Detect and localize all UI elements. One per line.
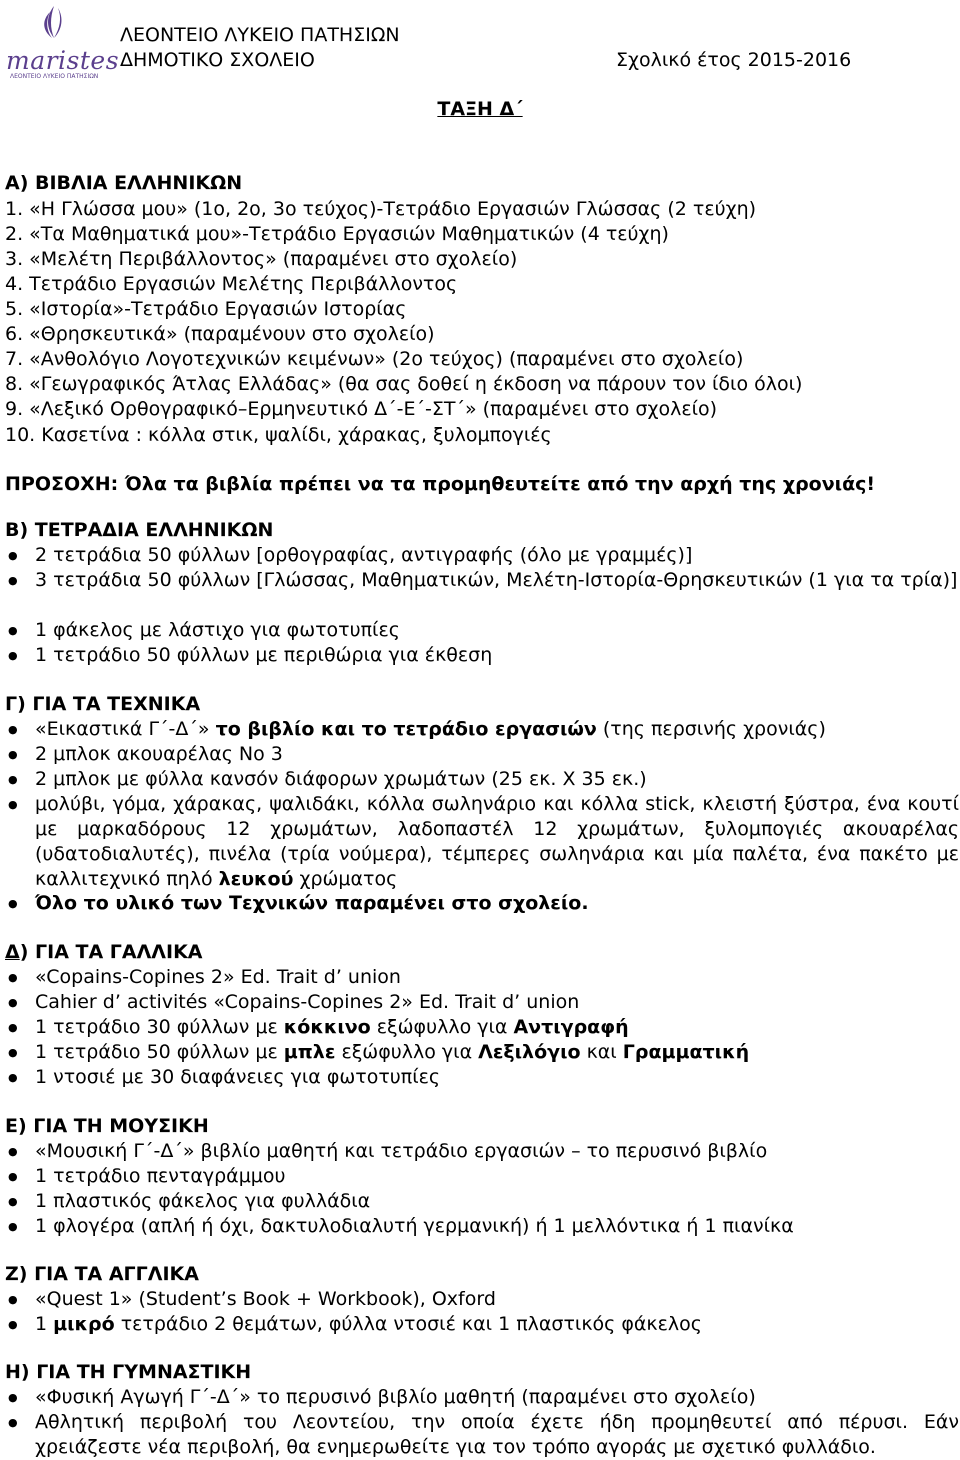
- list-item: 1 τετράδιο 50 φύλλων με μπλε εξώφυλλο για Λεξιλόγιο και Γραμματική: [35, 1041, 750, 1063]
- bullet-icon: ●: [8, 1170, 18, 1183]
- list-item: «Μουσική Γ΄-Δ΄» βιβλίο μαθητή και τετράδιο εργασιών – το περυσινό βιβλίο: [35, 1140, 768, 1162]
- bullet-icon: ●: [8, 574, 18, 587]
- section-e-heading: Ε) ΓΙΑ ΤΗ ΜΟΥΣΙΚΗ: [5, 1115, 209, 1137]
- list-item: μολύβι, γόμα, χάρακας, ψαλιδάκι, κόλλα σωληνάριο και κόλλα stick, κλειστή ξύστρα, ένα κουτί με μαρκαδόρους 12 χρωμάτων, λαδοπαστέλ 12 χρωμάτων, ξυλομπογιές ακουαρέλας (υδατοδιαλυτές), πινέλα (τρία νούμερα), τέμπερες σωληνάρια και μία παλέτα, ένα πακέτο με καλλιτεχνικό πηλό λευκού χρώματος: [35, 793, 959, 890]
- bullet-icon: ●: [8, 1021, 18, 1034]
- bullet-icon: ●: [8, 1071, 18, 1084]
- list-item: 1 τετράδιο 30 φύλλων με κόκκινο εξώφυλλο για Αντιγραφή: [35, 1016, 629, 1038]
- list-item: 1 ντοσιέ με 30 διαφάνειες για φωτοτυπίες: [35, 1066, 441, 1088]
- bullet-icon: ●: [8, 649, 18, 662]
- list-item: 2. «Τα Μαθηματικά μου»-Τετράδιο Εργασιών Μαθηματικών (4 τεύχη): [5, 223, 669, 245]
- list-item: 2 τετράδια 50 φύλλων [ορθογραφίας, αντιγραφής (όλο με γραμμές)]: [35, 544, 693, 566]
- list-item: 1 μικρό τετράδιο 2 θεμάτων, φύλλα ντοσιέ και 1 πλαστικός φάκελος: [35, 1313, 702, 1335]
- list-item: Cahier d’ activités «Copains-Copines 2» Ed. Trait d’ union: [35, 991, 580, 1013]
- bullet-icon: ●: [8, 1391, 18, 1404]
- logo-wordmark: maristes: [6, 46, 120, 75]
- list-item: Αθλητική περιβολή του Λεοντείου, την οποία έχετε ήδη προμηθευτεί από πέρυσι. Εάν χρειάζεστε νέα περιβολή, θα ενημερωθείτε για τον τρόπο αγοράς με σχετικό φυλλάδιο.: [35, 1411, 959, 1458]
- list-item: 1. «Η Γλώσσα μου» (1ο, 2ο, 3ο τεύχος)-Τετράδιο Εργασιών Γλώσσας (2 τεύχη): [5, 198, 757, 220]
- bullet-icon: ●: [8, 1145, 18, 1158]
- list-item: 1 πλαστικός φάκελος για φυλλάδια: [35, 1190, 371, 1212]
- school-division: ΔΗΜΟΤΙΚΟ ΣΧΟΛΕΙΟ: [120, 49, 315, 71]
- bullet-icon: ●: [8, 1293, 18, 1306]
- section-z-heading: Ζ) ΓΙΑ ΤΑ ΑΓΓΛΙΚΑ: [5, 1263, 199, 1285]
- list-item: 1 τετράδιο 50 φύλλων με περιθώρια για έκθεση: [35, 644, 493, 666]
- list-item: Όλο το υλικό των Τεχνικών παραμένει στο σχολείο.: [35, 892, 589, 914]
- bullet-icon: ●: [8, 971, 18, 984]
- bullet-icon: ●: [8, 1416, 18, 1429]
- section-d-heading: Δ) ΓΙΑ ΤΑ ΓΑΛΛΙΚΑ: [5, 941, 203, 963]
- bullet-icon: ●: [8, 549, 18, 562]
- list-item: «Copains-Copines 2» Ed. Trait d’ union: [35, 966, 401, 988]
- bullet-icon: ●: [8, 1046, 18, 1059]
- bullet-icon: ●: [8, 1318, 18, 1331]
- list-item: 6. «Θρησκευτικά» (παραμένουν στο σχολείο): [5, 323, 435, 345]
- bullet-icon: ●: [8, 996, 18, 1009]
- list-item: 10. Κασετίνα : κόλλα στικ, ψαλίδι, χάρακας, ξυλομπογιές: [5, 424, 552, 446]
- list-item: «Quest 1» (Student’s Book + Workbook), Oxford: [35, 1288, 496, 1310]
- list-item: 8. «Γεωγραφικός Άτλας Ελλάδας» (θα σας δοθεί η έκδοση να πάρουν τον ίδιο όλοι): [5, 373, 803, 395]
- section-c-heading: Γ) ΓΙΑ ΤΑ ΤΕΧΝΙΚΑ: [5, 693, 201, 715]
- section-a-heading: Α) ΒΙΒΛΙΑ ΕΛΛΗΝΙΚΩΝ: [5, 172, 243, 194]
- list-item: 9. «Λεξικό Ορθογραφικό–Ερμηνευτικό Δ΄-Ε΄-ΣΤ΄» (παραμένει στο σχολείο): [5, 398, 718, 420]
- list-item: 2 μπλοκ ακουαρέλας Νο 3: [35, 743, 283, 765]
- list-item: 2 μπλοκ με φύλλα κανσόν διάφορων χρωμάτων (25 εκ. Χ 35 εκ.): [35, 768, 647, 790]
- list-item: 4. Τετράδιο Εργασιών Μελέτης Περιβάλλοντος: [5, 273, 458, 295]
- school-name: ΛΕΟΝΤΕΙΟ ΛΥΚΕΙΟ ΠΑΤΗΣΙΩΝ: [120, 24, 400, 46]
- bullet-icon: ●: [8, 798, 18, 811]
- notice-text: ΠΡΟΣΟΧΗ: Όλα τα βιβλία πρέπει να τα προμηθευτείτε από την αρχή της χρονιάς!: [5, 473, 876, 495]
- section-h-heading: Η) ΓΙΑ ΤΗ ΓΥΜΝΑΣΤΙΚΗ: [5, 1361, 252, 1383]
- bullet-icon: ●: [8, 748, 18, 761]
- logo-subtitle: ΛΕΟΝΤΕΙΟ ΛΥΚΕΙΟ ΠΑΤΗΣΙΩΝ: [10, 73, 99, 80]
- list-item: 5. «Ιστορία»-Τετράδιο Εργασιών Ιστορίας: [5, 298, 407, 320]
- list-item: «Εικαστικά Γ΄-Δ΄» το βιβλίο και το τετράδιο εργασιών (της περσινής χρονιάς): [35, 718, 826, 740]
- bullet-icon: ●: [8, 1220, 18, 1233]
- bullet-icon: ●: [8, 624, 18, 637]
- bullet-icon: ●: [8, 1195, 18, 1208]
- section-b-heading: Β) ΤΕΤΡΑΔΙΑ ΕΛΛΗΝΙΚΩΝ: [5, 519, 274, 541]
- list-item: 1 φλογέρα (απλή ή όχι, δακτυλοδιαλυτή γερμανική) ή 1 μελλόντικα ή 1 πιανίκα: [35, 1215, 794, 1237]
- list-item: 1 φάκελος με λάστιχο για φωτοτυπίες: [35, 619, 400, 641]
- page-title: ΤΑΞΗ Δ΄: [437, 98, 523, 120]
- list-item: 1 τετράδιο πενταγράμμου: [35, 1165, 286, 1187]
- list-item: 7. «Ανθολόγιο Λογοτεχνικών κειμένων» (2ο τεύχος) (παραμένει στο σχολείο): [5, 348, 744, 370]
- list-item: 3 τετράδια 50 φύλλων [Γλώσσας, Μαθηματικών, Μελέτη-Ιστορία-Θρησκευτικών (1 για τα τρία)]: [35, 569, 958, 591]
- bullet-icon: ●: [8, 773, 18, 786]
- list-item: 3. «Μελέτη Περιβάλλοντος» (παραμένει στο σχολείο): [5, 248, 518, 270]
- bullet-icon: ●: [8, 723, 18, 736]
- list-item: «Φυσική Αγωγή Γ΄-Δ΄» το περυσινό βιβλίο μαθητή (παραμένει στο σχολείο): [35, 1386, 756, 1408]
- bullet-icon: ●: [8, 897, 18, 910]
- school-year: Σχολικό έτος 2015-2016: [616, 49, 852, 71]
